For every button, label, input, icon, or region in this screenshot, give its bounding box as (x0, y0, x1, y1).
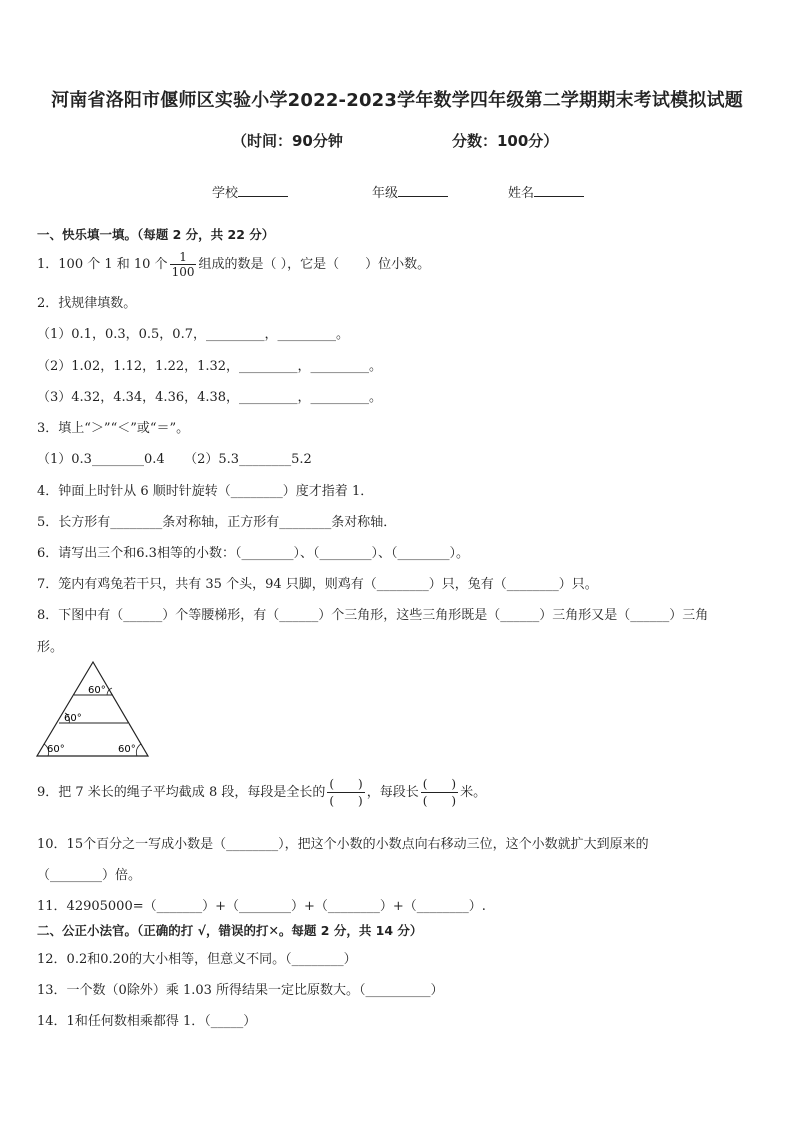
question-10: 10．15个百分之一写成小数是（________），把这个小数的小数点向右移动三位，这个小数就扩大到原来的 (37, 837, 649, 852)
school-blank[interactable] (238, 184, 288, 197)
q9-text-a: 9．把 7 米长的绳子平均截成 8 段，每段是全长的 (37, 785, 326, 800)
fraction-1-100 (170, 250, 197, 279)
fraction-denominator-blank[interactable]: ( ) (329, 794, 363, 808)
triangle-figure (34, 660, 152, 760)
q9-text-c: 米。 (460, 785, 487, 800)
question-9 (37, 776, 486, 809)
question-10-continued: （________）倍。 (37, 868, 142, 883)
question-5: 5．长方形有________条对称轴，正方形有________条对称轴． (37, 515, 397, 530)
answer-fraction-1[interactable] (327, 776, 364, 809)
fraction-denominator-blank[interactable]: ( ) (422, 794, 457, 808)
fraction-numerator: 1 (170, 250, 197, 265)
angle-label: 60° (118, 744, 136, 755)
question-12: 12．0.2和0.20的大小相等，但意义不同。（________） (37, 952, 357, 967)
grade-field[interactable] (372, 182, 448, 201)
answer-fraction-2[interactable] (421, 776, 458, 809)
fraction-denominator: 100 (171, 265, 195, 279)
time-limit: （时间：90分钟 (232, 132, 343, 150)
outer-triangle (37, 662, 148, 756)
question-8: 8．下图中有（______）个等腰梯形，有（______）个三角形，这些三角形既是（______）三角形又是（______）三角 (37, 608, 709, 623)
q1-text-b: 组成的数是（ ），它是（ ）位小数。 (198, 257, 431, 272)
question-13: 13．一个数（0除外）乘 1.03 所得结果一定比原数大。（__________） (37, 983, 444, 998)
question-7: 7．笼内有鸡兔若干只，共有 35 个头，94 只脚，则鸡有（________）只，兔有（________）只。 (37, 577, 598, 592)
angle-label: 60° (88, 685, 106, 696)
name-label: 姓名 (508, 186, 535, 201)
page-title: 河南省洛阳市偃师区实验小学2022-2023学年数学四年级第二学期期末考试模拟试题 (51, 90, 743, 111)
total-score: 分数：100分） (452, 132, 559, 150)
name-field[interactable] (508, 182, 584, 201)
school-label: 学校 (212, 186, 239, 201)
question-3-1: （1）0.3________0.4 （2）5.3________5.2 (37, 452, 312, 467)
section-2-heading: 二、公正小法官。（正确的打 √，错误的打✕。每题 2 分，共 14 分） (37, 923, 423, 938)
question-6: 6．请写出三个和6.3相等的小数：（________）、（________）、（________）。 (37, 546, 469, 561)
school-field[interactable] (212, 182, 288, 201)
question-8-continued: 形。 (37, 640, 64, 655)
question-4: 4．钟面上时针从 6 顺时针旋转（________）度才指着 1． (37, 484, 374, 499)
fraction-numerator-blank[interactable]: ( ) (329, 777, 363, 791)
question-11: 11．42905000=（_______）+（________）+（________）+（________）. (37, 899, 486, 914)
angle-label: 60° (47, 744, 65, 755)
q1-text-a: 1．100 个 1 和 10 个 (37, 257, 168, 272)
name-blank[interactable] (534, 184, 584, 197)
question-2-2: （2）1.02，1.12，1.22，1.32，_________，_________。 (37, 359, 383, 374)
question-3: 3．填上“＞”“＜”或“＝”。 (37, 421, 190, 436)
section-1-heading: 一、快乐填一填。（每题 2 分，共 22 分） (37, 227, 275, 242)
question-2-1: （1）0.1，0.3，0.5，0.7，_________，_________。 (37, 327, 349, 342)
question-2-3: （3）4.32，4.34，4.36，4.38，_________，_________。 (37, 390, 383, 405)
grade-blank[interactable] (398, 184, 448, 197)
grade-label: 年级 (372, 186, 399, 201)
q9-text-b: ，每段长 (366, 785, 419, 800)
question-1 (37, 250, 430, 279)
angle-label: 60° (64, 713, 82, 724)
angle-arc-4 (136, 744, 141, 756)
question-2: 2．找规律填数。 (37, 296, 137, 311)
fraction-numerator-blank[interactable]: ( ) (422, 777, 457, 791)
question-14: 14．1和任何数相乘都得 1．（_____） (37, 1014, 257, 1029)
